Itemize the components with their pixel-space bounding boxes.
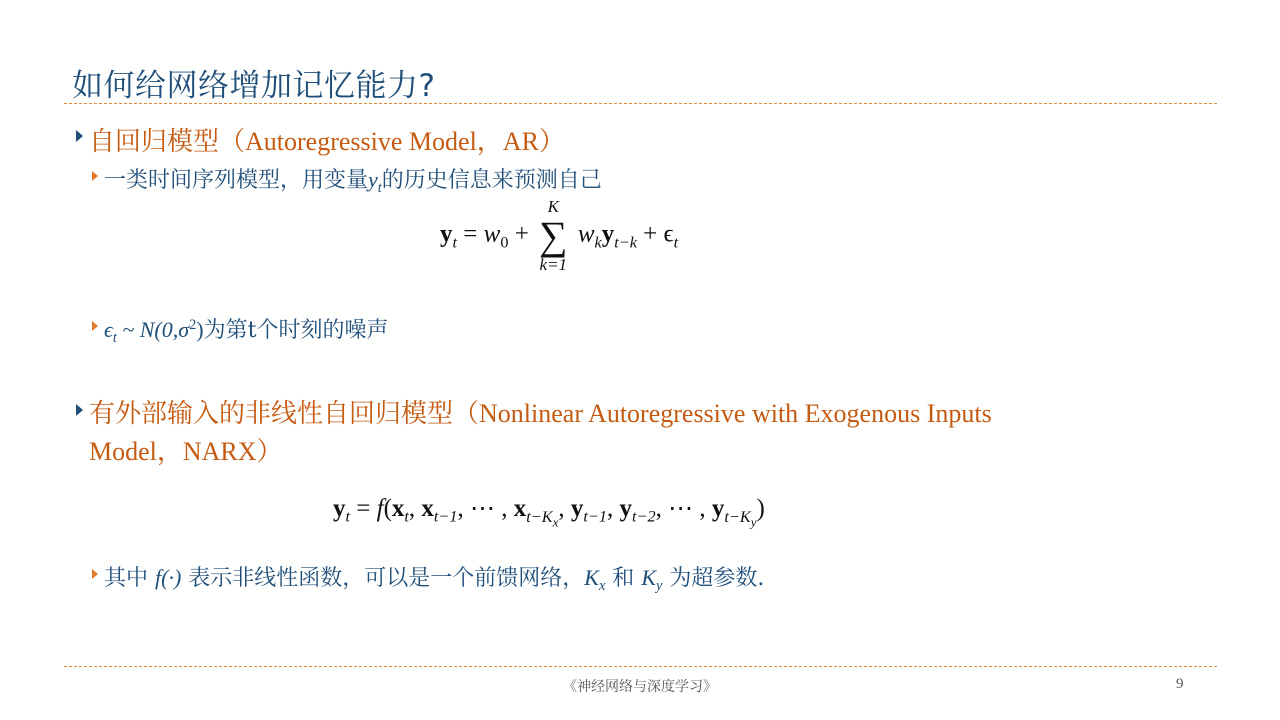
narx-heading: [89, 395, 992, 471]
ar-desc-pre: 一类时间序列模型，用变量: [104, 168, 369, 193]
bullet-arrow-icon: [76, 404, 83, 416]
bullet-ar-desc: [92, 163, 602, 197]
slide-title: 如何给网络增加记忆能力?: [72, 68, 436, 104]
narx-desc-f: f(·): [155, 565, 182, 590]
narx-heading-en-2: Model，NARX）: [89, 437, 283, 466]
summation-symbol: K ∑ k=1: [539, 197, 568, 274]
narx-desc-ky: K: [641, 565, 656, 590]
narx-desc-kx-sub: x: [598, 578, 606, 594]
bullet-arrow-icon: [76, 130, 83, 142]
sub-bullet-arrow-icon: [92, 569, 98, 579]
narx-desc-and: 和: [605, 566, 642, 591]
ar-desc-var: y: [368, 167, 378, 192]
noise-dist: ~ N(0,σ: [116, 317, 190, 342]
narx-equation: $y_t = f(x_t$, $x_{t-1}$, ⋯ , $x_{t-K_x}$, $y_{t-1}$, $y_{t-2}$, ⋯ , $y_{t-K_y}$): [333, 495, 765, 529]
ar-heading-cn: 自回归模型: [89, 127, 220, 157]
ar-desc-sub: t: [377, 180, 382, 196]
noise-epsilon: ϵ: [104, 317, 113, 342]
ar-heading: [89, 121, 565, 158]
narx-heading-en-1: （Nonlinear Autoregressive with Exogenous Inputs: [453, 399, 992, 428]
footer-book-title: 《神经网络与深度学习》: [563, 679, 717, 695]
sum-lower-limit: k=1: [539, 255, 568, 274]
bullet-noise: [92, 313, 388, 347]
noise-text: 为第t个时刻的噪声: [203, 318, 389, 343]
narx-description: [104, 561, 764, 595]
bullet-narx-desc: [92, 561, 764, 595]
footer-divider: [64, 666, 1217, 667]
page-number: 9: [1176, 676, 1184, 692]
ar-heading-en: （Autoregressive Model，AR）: [219, 127, 565, 156]
ar-description: [104, 163, 602, 197]
narx-heading-cn: 有外部输入的非线性自回归模型: [89, 399, 454, 429]
noise-close: ): [196, 317, 204, 342]
noise-sup: 2: [189, 317, 197, 334]
noise-sub: t: [112, 330, 117, 346]
sub-bullet-arrow-icon: [92, 171, 98, 181]
noise-description: [104, 313, 388, 347]
bullet-ar: [76, 121, 565, 158]
narx-desc-ky-sub: y: [656, 578, 663, 594]
title-divider: [64, 103, 1217, 104]
narx-desc-2: 表示非线性函数，可以是一个前馈网络，: [181, 566, 585, 591]
bullet-narx: [76, 395, 1206, 471]
ar-desc-post: 的历史信息来预测自己: [381, 168, 602, 193]
ar-equation: $y_t = w_0$ + K ∑ k=1 $w_ky_{t-k} + \epsilon_t$: [440, 197, 679, 274]
narx-desc-3: 为超参数.: [662, 566, 765, 591]
narx-desc-kx: K: [584, 565, 599, 590]
sub-bullet-arrow-icon: [92, 321, 98, 331]
narx-desc-1: 其中: [104, 566, 155, 591]
sum-upper-limit: K: [547, 197, 559, 216]
